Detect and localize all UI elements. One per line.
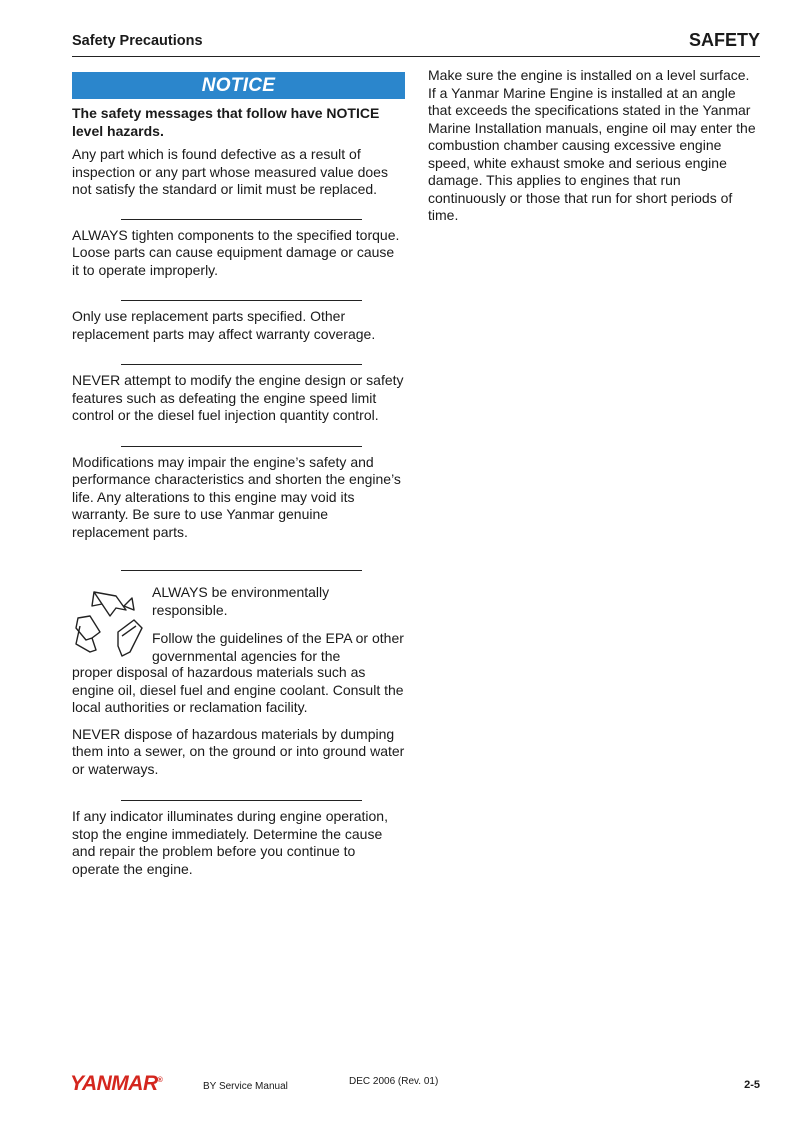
- notice-intro: The safety messages that follow have NOTICE level hazards.: [72, 105, 380, 139]
- recycle-icon: [72, 588, 146, 658]
- environment-line-2: Follow the guidelines of the EPA or other governmental agencies for the: [152, 630, 404, 664]
- paragraph-defective-parts: Any part which is found defective as a result of inspection or any part whose measured value does not satisfy the standard or limit must be replaced.: [72, 146, 388, 197]
- paragraph-disposal: proper disposal of hazardous materials such as engine oil, diesel fuel and engine coolant. Consult the local authorities or reclamation facility.: [72, 664, 404, 715]
- page-header: [72, 30, 760, 57]
- paragraph-modify-design: NEVER attempt to modify the engine design or safety features such as defeating the engine speed limit control or the diesel fuel injection quantity control.: [72, 372, 404, 423]
- revision-date: DEC 2006 (Rev. 01): [349, 1076, 439, 1087]
- divider: [121, 570, 362, 571]
- paragraph-indicator: If any indicator illuminates during engine operation, stop the engine immediately. Determine the cause and repair the problem before you continue to operate the engine.: [72, 808, 388, 877]
- notice-banner: NOTICE: [72, 72, 405, 99]
- left-column: [72, 72, 405, 878]
- paragraph-hazardous-materials: NEVER dispose of hazardous materials by dumping them into a sewer, on the ground or into ground water or waterways.: [72, 725, 405, 777]
- divider: [121, 219, 362, 220]
- section-title: Safety Precautions: [72, 33, 203, 49]
- right-column: [428, 67, 760, 225]
- paragraph-torque: ALWAYS tighten components to the specified torque. Loose parts can cause equipment damage or cause it to operate improperly.: [72, 226, 400, 278]
- chapter-title: SAFETY: [688, 30, 760, 50]
- manual-title: BY Service Manual: [203, 1081, 288, 1092]
- paragraph-replacement-parts: Only use replacement parts specified. Other replacement parts may affect warranty coverage.: [72, 308, 376, 342]
- paragraph-modifications: Modifications may impair the engine’s safety and performance characteristics and shorten the engine’s life. Any alterations to this engine may void its warranty. Be sure to use Yanmar genuine replacement parts.: [72, 453, 401, 540]
- paragraph-level-surface: Make sure the engine is installed on a level surface. If a Yanmar Marine Engine is installed at an angle that exceeds the specifications stated in the Yanmar Marine Installation manuals, engine oil may enter the combustion chamber causing excessive engine speed, white exhaust smoke and serious engine damage. This applies to engines that run continuously or those that run for short periods of time.: [428, 67, 756, 223]
- environment-line-1: ALWAYS be environmentally responsible.: [152, 584, 330, 618]
- page-footer: [70, 1072, 760, 1096]
- divider: [121, 300, 362, 301]
- divider: [121, 364, 362, 365]
- divider: [121, 446, 362, 447]
- divider: [121, 800, 362, 801]
- yanmar-logo: YANMAR®: [70, 1072, 163, 1095]
- page-number: 2-5: [744, 1079, 760, 1091]
- environment-text: [152, 576, 405, 665]
